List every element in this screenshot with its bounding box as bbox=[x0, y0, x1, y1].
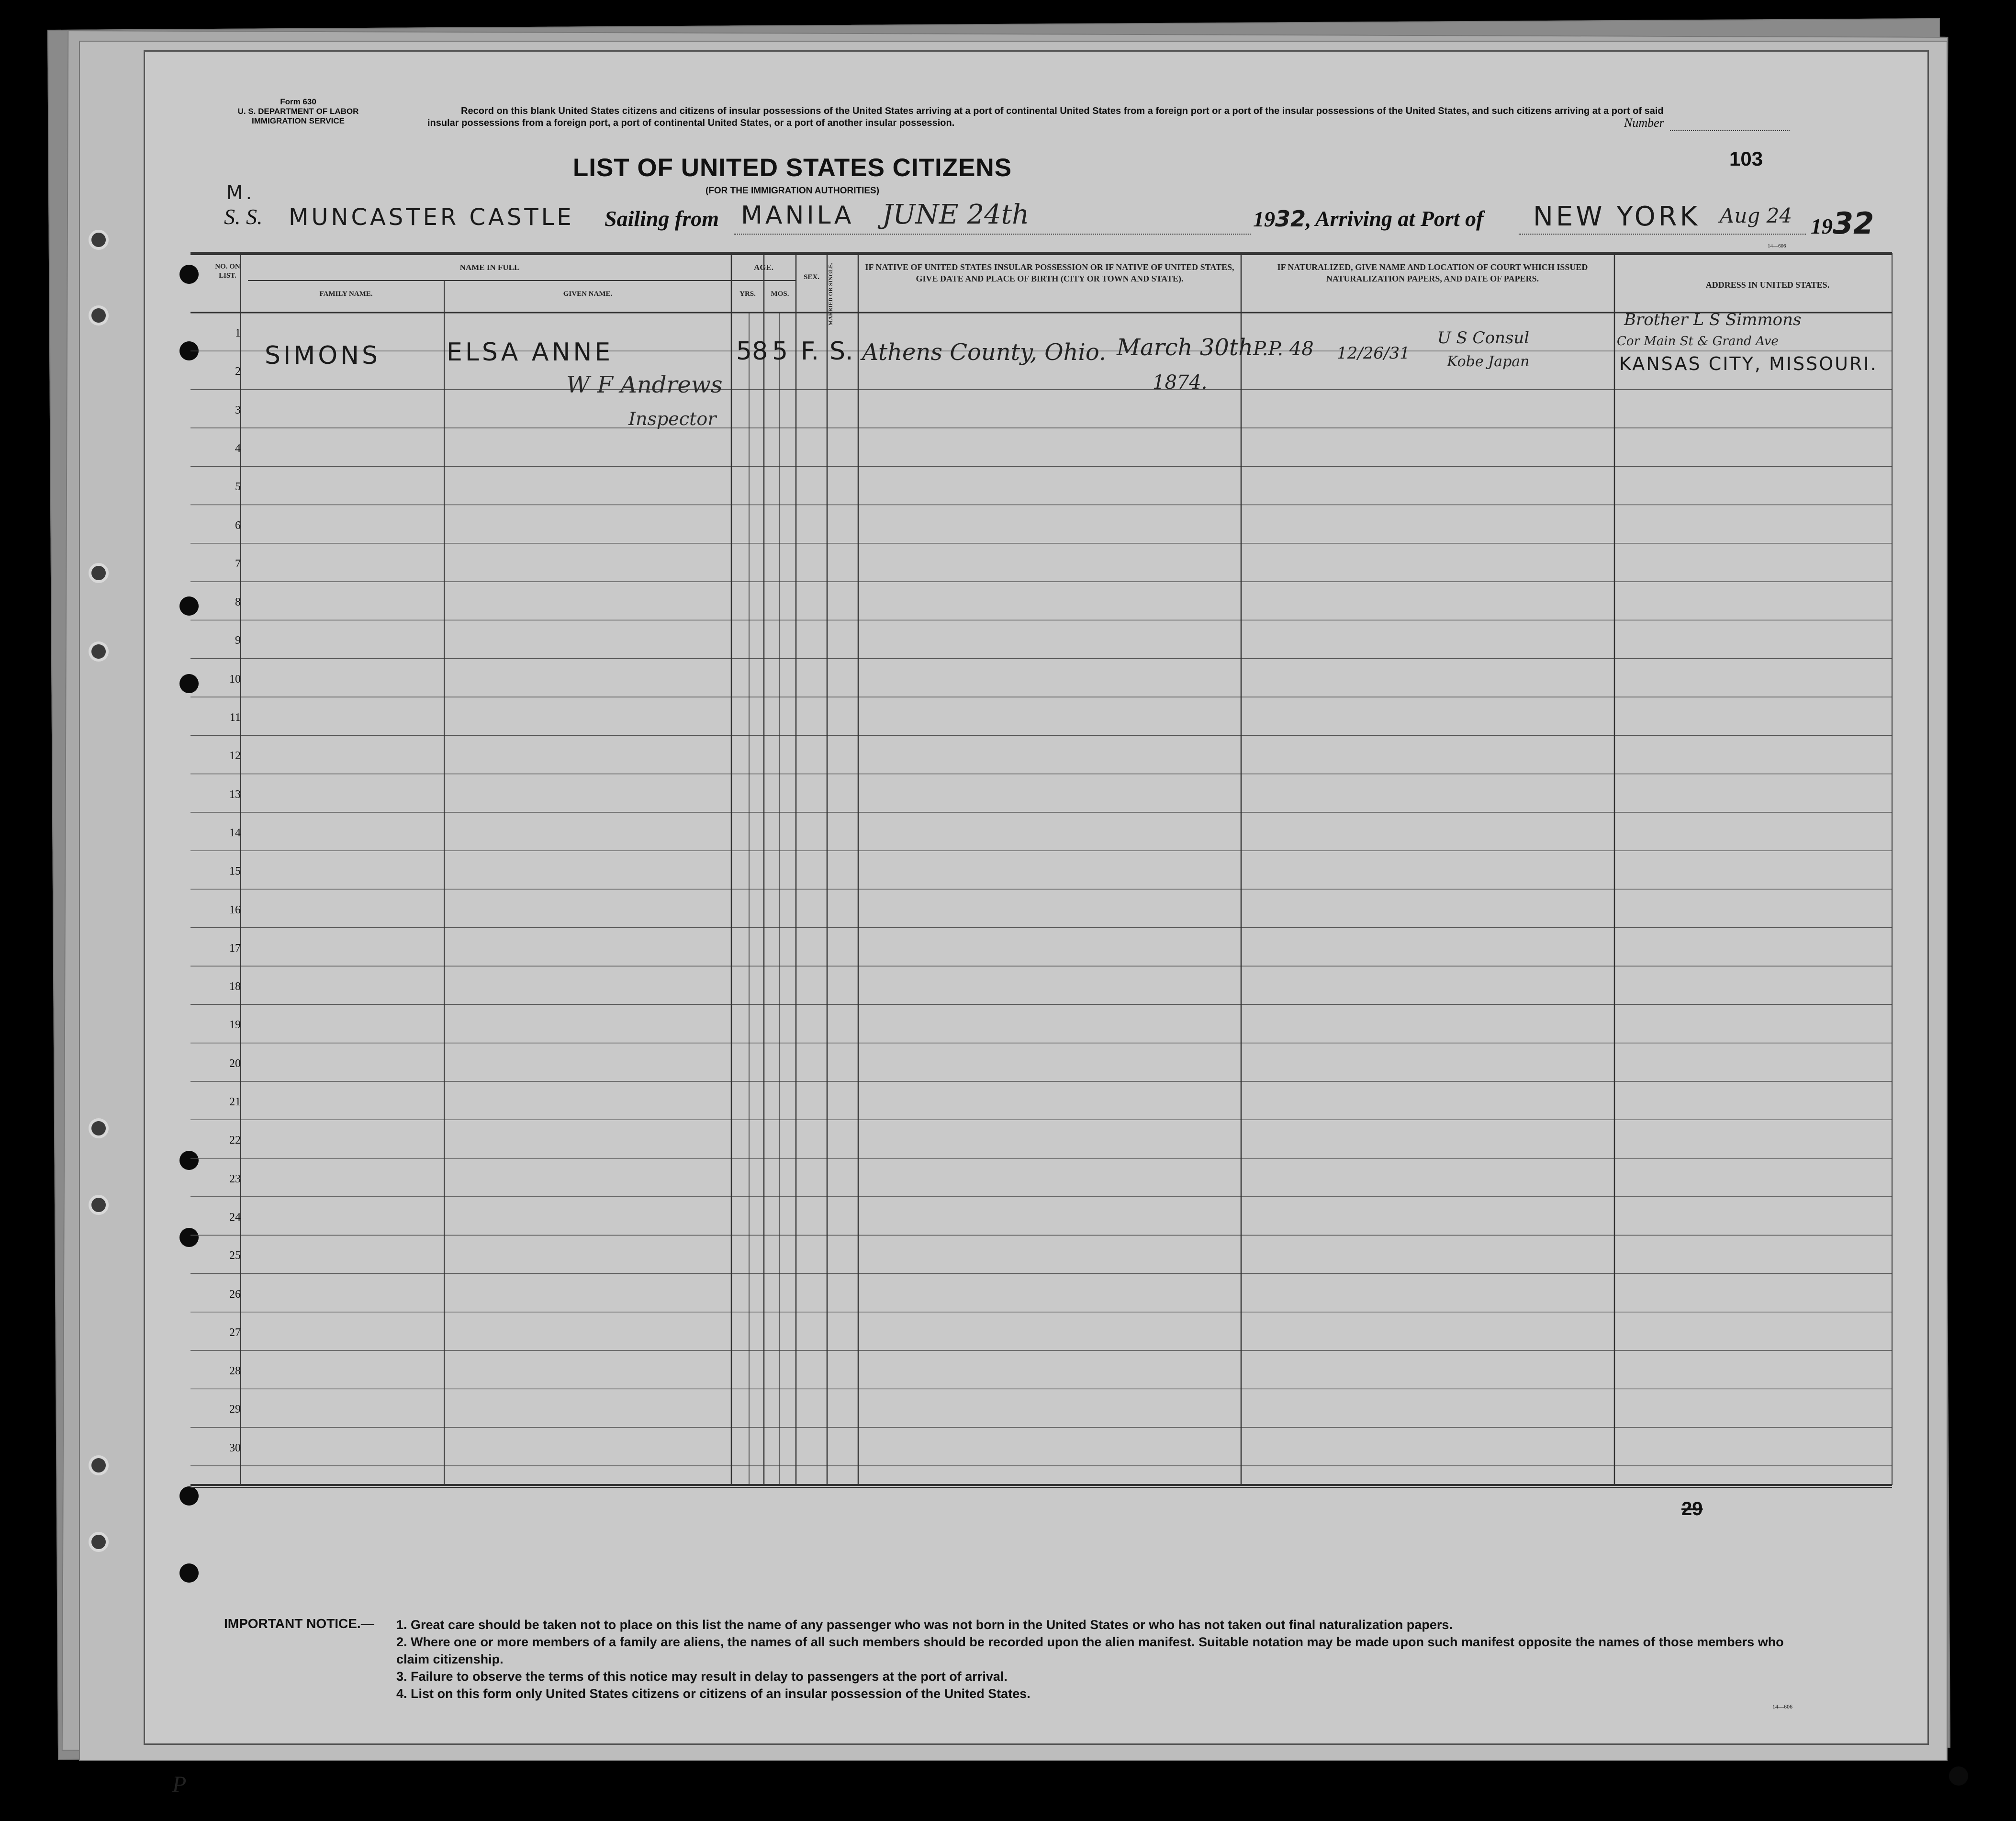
col-yrs: YRS. bbox=[739, 290, 756, 298]
year-prefix: 19 bbox=[1253, 207, 1275, 231]
form-title: LIST OF UNITED STATES CITIZENS bbox=[572, 154, 1012, 182]
row-number: 25 bbox=[229, 1249, 241, 1262]
row-number: 1 bbox=[235, 327, 241, 339]
row-number: 5 bbox=[235, 481, 241, 494]
row-number: 22 bbox=[229, 1134, 241, 1147]
row-number: 20 bbox=[229, 1057, 241, 1070]
binder-hole-icon bbox=[89, 1118, 109, 1138]
row-number: 3 bbox=[235, 404, 241, 416]
col-sex: SEX. bbox=[804, 273, 819, 281]
binder-hole-icon bbox=[89, 230, 109, 250]
entry-family-name: SIMONS bbox=[265, 341, 381, 370]
number-label: Number bbox=[1624, 116, 1664, 130]
entry-marital: S. bbox=[829, 337, 853, 366]
manifest-table-grid bbox=[145, 52, 1929, 1745]
sailing-year: 32 bbox=[1275, 206, 1306, 232]
col-no-on-list: NO. ON LIST. bbox=[215, 263, 240, 280]
row-number: 29 bbox=[229, 1403, 241, 1416]
entry-address-contact: Brother L S Simmons bbox=[1624, 310, 1802, 329]
entry-naturalization-ref: P.P. 48 bbox=[1253, 338, 1314, 360]
row-number: 26 bbox=[229, 1288, 241, 1301]
row-number: 27 bbox=[229, 1326, 241, 1339]
binder-hole-icon bbox=[89, 1195, 109, 1215]
binder-hole-icon bbox=[89, 563, 109, 583]
row-number: 18 bbox=[229, 980, 241, 993]
form-number: Form 630 bbox=[280, 97, 316, 106]
punch-hole-icon bbox=[1949, 1766, 1968, 1786]
entry-address-street: Cor Main St & Grand Ave bbox=[1617, 334, 1779, 348]
row-number: 9 bbox=[235, 634, 241, 647]
row-number: 2 bbox=[235, 365, 241, 378]
row-number: 11 bbox=[229, 711, 241, 724]
entry-birth-year: 1874. bbox=[1153, 371, 1208, 393]
col-mos: MOS. bbox=[771, 290, 789, 298]
entry-naturalization-court: U S Consul bbox=[1437, 328, 1530, 348]
notice-item: 2. Where one or more members of a family are aliens, the names of all such members should be recorded upon the alien manifest. Suitable notation may be made upon such manifest opposite the names of those members who claim citizenship. bbox=[396, 1635, 1784, 1666]
inspector-signature: W F Andrews bbox=[566, 371, 723, 398]
notice-item: 1. Great care should be taken not to place on this list the name of any passenger who was not born in the United States or who has not taken out final naturalization papers. bbox=[396, 1618, 1453, 1632]
manifest-sheet: Form 630 U. S. DEPARTMENT OF LABOR IMMIGRATION SERVICE Record on this blank United States citizens and citizens of insular possessions of the United States arriving at a port of continental United States from a foreign port or a port of the insular possessions of the United States, and such citizens arriving at a port of said insular possessions from a foreign port, a port of continental United States, or a port of another insular possession. Number 103 LIST OF UNITED STATES CITIZENS (FOR THE IMMIGRATION AUTHORITIES) M. S. S. MUNCASTER CASTLE Sailing from MANILA JUNE 24th 1932, Arriving at Port of NEW YORK Aug 24 1932 14—606 NO. ON LIST. NAME IN FULL FAMILY NAME. GIVEN NAME. AGE. YRS. MOS. SEX. MARRIED OR SINGLE. IF NATIVE OF UNITED STATES INSULAR POSSESSION OR IF NATIVE OF UNITED STATES, GIVE DATE AND PLACE OF BIRTH (CITY OR TOWN AND STATE). IF NATURALIZED, GIVE NAME AND LOCATION OF COURT WHICH ISSUED NATURALIZATION PAPERS, AND DATE OF PAPERS. ADDRESS IN UNITED STATES. 1 2 3 4 5 6 7 8 9 10 11 12 13 14 15 16 17 18 19 20 21 22 23 24 25 26 27 28 29 30 SIMONS ELSA ANNE 58 5 F. S. Athens County, Ohio. March 30th 1874. P.P. 48 12/26/31 U S Consul Kobe Japan Brother L S Simmons Cor Main St & Grand Ave KANSAS CITY, MISSOURI. W F Andrews Inspector 29 IMPORTANT NOTICE.— 1. Great care should be taken not to place on this list the name of any passenger who was not born in the United States or who has not taken out final naturalization papers. 2. Where one or more members of a family are aliens, the names of all such members should be recorded upon the alien manifest. Suitable notation may be made upon such manifest opposite the names of those members who claim citizenship. 3. Failure to observe the terms of this notice may result in delay to passengers at the port of arrival. 4. List on this form only United States citizens or citizens of an insular possession of the United States. 14—606 bbox=[144, 50, 1929, 1745]
row-number: 8 bbox=[235, 596, 241, 609]
row-number: 15 bbox=[229, 865, 241, 878]
col-family-name: FAMILY NAME. bbox=[319, 290, 373, 298]
service: IMMIGRATION SERVICE bbox=[252, 116, 345, 125]
form-subtitle: (FOR THE IMMIGRATION AUTHORITIES) bbox=[705, 186, 880, 196]
arrival-year: 32 bbox=[1833, 206, 1874, 241]
row-number: 13 bbox=[229, 788, 241, 801]
binder-hole-icon bbox=[89, 305, 109, 326]
margin-mark: P bbox=[172, 1772, 187, 1797]
row-number: 28 bbox=[229, 1365, 241, 1378]
form-instructions: Record on this blank United States citizens and citizens of insular possessions of the United States arriving at a port of continental United States from a foreign port or a port of the insular possessions of the United States, and such citizens arriving at a port of said insular possessions from a foreign port, a port of continental United States, or a port of another insular possession. bbox=[427, 106, 1664, 128]
print-code-bottom: 14—606 bbox=[1772, 1703, 1792, 1710]
entry-age-mos: 5 bbox=[772, 337, 791, 366]
col-given-name: GIVEN NAME. bbox=[563, 290, 613, 298]
vessel-name: MUNCASTER CASTLE bbox=[289, 204, 574, 231]
sailing-date: JUNE 24th bbox=[882, 199, 1030, 230]
notice-label: IMPORTANT NOTICE.— bbox=[224, 1616, 374, 1631]
entry-naturalization-date: 12/26/31 bbox=[1337, 344, 1410, 363]
col-address: ADDRESS IN UNITED STATES. bbox=[1705, 280, 1830, 290]
row-number: 14 bbox=[229, 826, 241, 839]
vessel-prefix-handwritten: M. bbox=[226, 182, 255, 204]
row-number: 6 bbox=[235, 519, 241, 532]
entry-age-yrs: 58 bbox=[736, 337, 768, 366]
arriving-label: Arriving at Port of bbox=[1315, 206, 1484, 231]
notice-item: 4. List on this form only United States citizens or citizens of an insular possession of the United States. bbox=[396, 1686, 1030, 1701]
binder-hole-icon bbox=[89, 1455, 109, 1475]
col-age: AGE. bbox=[753, 263, 774, 272]
arrival-date: Aug 24 bbox=[1720, 204, 1792, 227]
inspector-title: Inspector bbox=[628, 408, 717, 429]
arrival-year-prefix: 19 bbox=[1811, 214, 1833, 238]
department: U. S. DEPARTMENT OF LABOR bbox=[237, 107, 359, 116]
row-number: 17 bbox=[229, 942, 241, 955]
entry-given-name: ELSA ANNE bbox=[447, 338, 614, 367]
col-naturalized: IF NATURALIZED, GIVE NAME AND LOCATION OF COURT WHICH ISSUED NATURALIZATION PAPERS, AND DATE OF PAPERS. bbox=[1277, 262, 1588, 283]
sailing-label: Sailing from bbox=[605, 206, 719, 231]
bottom-tally: 29 bbox=[1681, 1498, 1703, 1519]
row-number: 4 bbox=[235, 442, 241, 455]
entry-sex: F. bbox=[801, 337, 819, 366]
print-code-top: 14—606 bbox=[1768, 243, 1786, 249]
row-number: 12 bbox=[229, 750, 241, 763]
row-number: 21 bbox=[229, 1096, 241, 1108]
row-number: 16 bbox=[229, 903, 241, 916]
entry-address-city: KANSAS CITY, MISSOURI. bbox=[1619, 353, 1878, 374]
row-number: 30 bbox=[229, 1441, 241, 1454]
col-name-in-full: NAME IN FULL bbox=[459, 263, 520, 272]
col-married-single: MARRIED OR SINGLE. bbox=[827, 262, 834, 326]
entry-birth-place: Athens County, Ohio. bbox=[862, 339, 1107, 366]
arrival-port: NEW YORK bbox=[1533, 201, 1701, 232]
binder-hole-icon bbox=[89, 1532, 109, 1552]
row-number: 19 bbox=[229, 1019, 241, 1032]
sailing-from: MANILA bbox=[741, 201, 854, 230]
row-number: 23 bbox=[229, 1172, 241, 1185]
binder-hole-icon bbox=[89, 641, 109, 662]
col-birth: IF NATIVE OF UNITED STATES INSULAR POSSESSION OR IF NATIVE OF UNITED STATES, GIVE DATE AND PLACE OF BIRTH (CITY OR TOWN AND STATE). bbox=[865, 262, 1234, 283]
row-number: 24 bbox=[229, 1211, 241, 1224]
notice-list bbox=[396, 1616, 1808, 1702]
entry-birth-date: March 30th bbox=[1117, 334, 1254, 361]
row-number: 10 bbox=[229, 673, 241, 686]
vessel-prefix: S. S. bbox=[224, 204, 263, 229]
page-number: 103 bbox=[1729, 147, 1763, 170]
notice-item: 3. Failure to observe the terms of this notice may result in delay to passengers at the port of arrival. bbox=[396, 1669, 1008, 1684]
entry-naturalization-location: Kobe Japan bbox=[1447, 353, 1530, 370]
row-number: 7 bbox=[235, 557, 241, 570]
